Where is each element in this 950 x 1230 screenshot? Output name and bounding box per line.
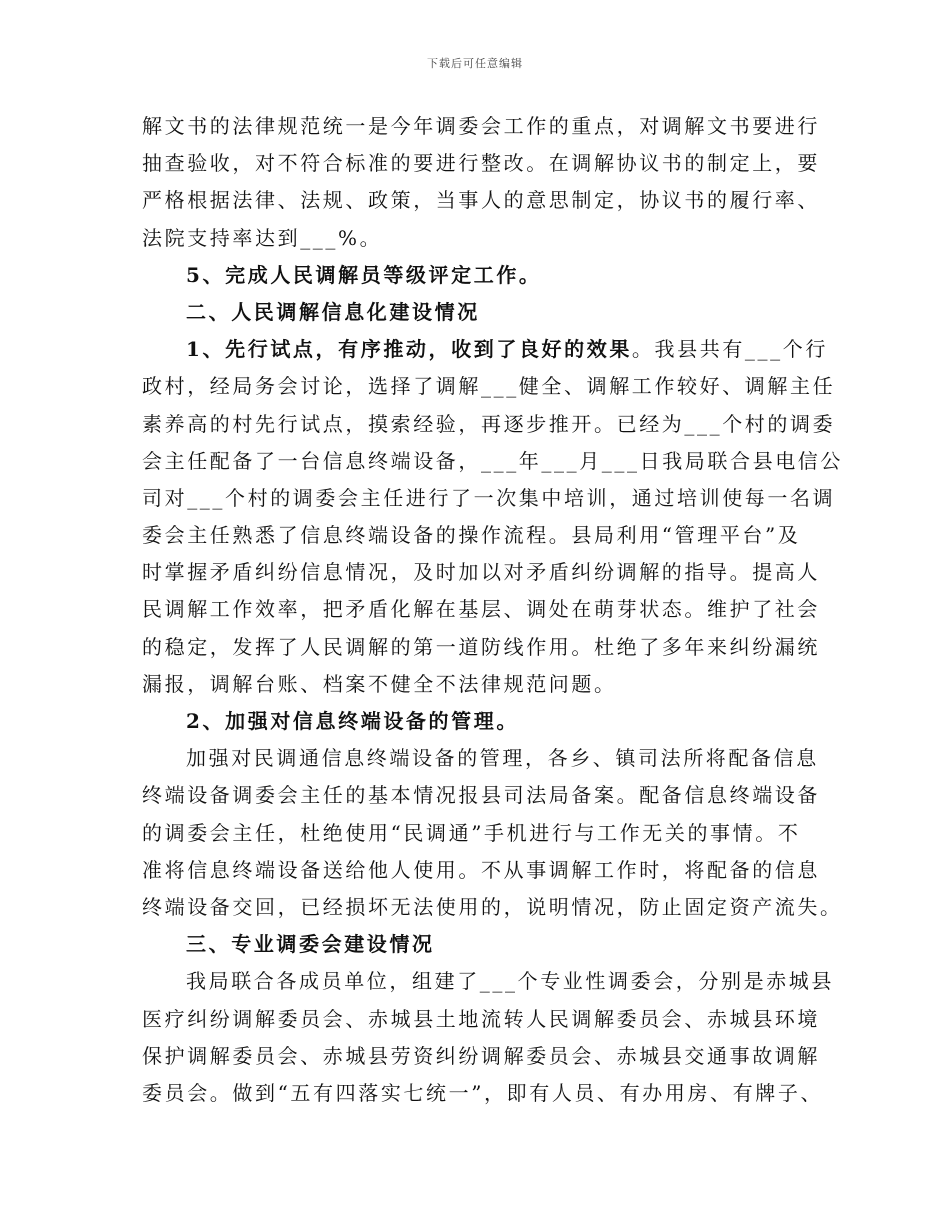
text-line: 民调解工作效率，把矛盾化解在基层、调处在萌芽状态。维护了社会 (142, 597, 820, 622)
text-line: 素养高的村先行试点，摸索经验，再逐步推开。已经为___个村的调委 (142, 411, 836, 436)
text-line: 5、完成人民调解员等级评定工作。 (186, 262, 542, 287)
text-line: 三、专业调委会建设情况 (186, 932, 435, 957)
text-line: 的调委会主任，杜绝使用“民调通”手机进行与工作无关的事情。不 (142, 820, 801, 845)
text-line: 保护调解委员会、赤城县劳资纠纷调解委员会、赤城县交通事故调解 (142, 1043, 820, 1068)
text-line: 医疗纠纷调解委员会、赤城县土地流转人民调解委员会、赤城县环境 (142, 1006, 820, 1031)
text-line: 委会主任熟悉了信息终端设备的操作流程。县局利用“管理平台”及 (142, 523, 801, 548)
text-line: 漏报，调解台账、档案不健全不法律规范问题。 (142, 671, 617, 696)
bold-heading-text: 1、先行试点，有序推动，收到了良好的效果 (186, 337, 632, 362)
text-line: 抽查验收，对不符合标准的要进行整改。在调解协议书的制定上，要 (142, 151, 820, 176)
text-line: 严格根据法律、法规、政策，当事人的意思制定，协议书的履行率、 (142, 188, 820, 213)
text-line: 我局联合各成员单位，组建了___个专业性调委会，分别是赤城县 (186, 969, 834, 994)
text-line: 会主任配备了一台信息终端设备，___年___月___日我局联合县电信公 (142, 448, 843, 473)
text-line: 法院支持率达到___%。 (142, 225, 383, 250)
text-line: 解文书的法律规范统一是今年调委会工作的重点，对调解文书要进行 (142, 114, 820, 138)
text-line: 二、人民调解信息化建设情况 (186, 299, 480, 324)
text-line (142, 331, 828, 368)
text-line: 加强对民调通信息终端设备的管理，各乡、镇司法所将配备信息 (186, 746, 819, 771)
text-line: 终端设备调委会主任的基本情况报县司法局备案。配备信息终端设备 (142, 783, 820, 808)
text-line: 司对___个村的调委会主任进行了一次集中培训，通过培训使每一名调 (142, 485, 836, 510)
text-line: 时掌握矛盾纠纷信息情况，及时加以对矛盾纠纷调解的指导。提高人 (142, 560, 820, 585)
page-header: 下载后可任意编辑 (427, 57, 523, 70)
text-line: 政村，经局务会讨论，选择了调解___健全、调解工作较好、调解主任 (142, 374, 836, 399)
text-line: 准将信息终端设备送给他人使用。不从事调解工作时，将配备的信息 (142, 857, 820, 882)
text-line: 委员会。做到“五有四落实七统一”，即有人员、有办用房、有牌子、 (142, 1080, 824, 1105)
text-line: 终端设备交回，已经损坏无法使用的，说明情况，防止固定资产流失。 (142, 894, 843, 919)
text-line: 2、加强对信息终端设备的管理。 (186, 709, 519, 733)
text-line: 的稳定，发挥了人民调解的第一道防线作用。杜绝了多年来纠纷漏统 (142, 634, 820, 659)
document-body (142, 108, 843, 1112)
line-text: 。我县共有___个行 (631, 337, 828, 362)
